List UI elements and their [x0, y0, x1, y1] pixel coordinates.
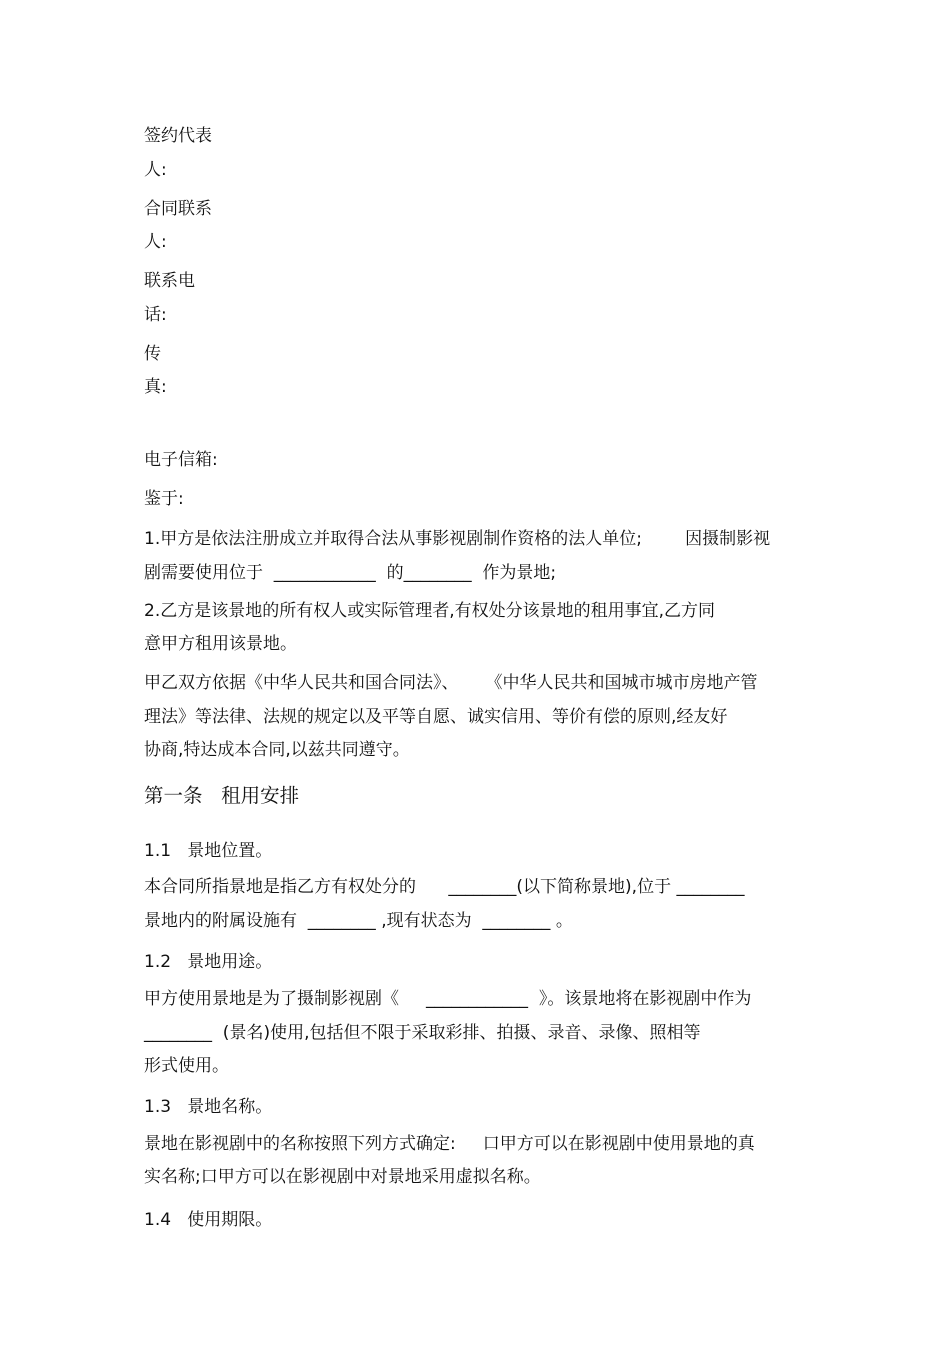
fax-label-line2: 真:: [144, 377, 167, 397]
section-1-2-line2: ________ (景名)使用,包括但不限于采取彩排、拍摄、录音、录像、照相等: [144, 1023, 701, 1043]
recital-1-line1: 1.甲方是依法注册成立并取得合法从事影视剧制作资格的法人单位; 因摄制影视: [144, 529, 771, 549]
recital-2-line2: 意甲方租用该景地。: [144, 634, 297, 654]
email-label: 电子信箱:: [144, 450, 218, 470]
article-1-heading: 第一条 租用安排: [144, 784, 300, 807]
phone-label-line2: 话:: [144, 305, 167, 325]
section-1-1-line2: 景地内的附属设施有 ________ ,现有状态为 ________ 。: [144, 911, 573, 931]
section-1-2-heading: 1.2 景地用途。: [144, 952, 273, 972]
section-1-2-line3: 形式使用。: [144, 1056, 229, 1076]
section-1-2-line1: 甲方使用景地是为了摄制影视剧《 ____________ 》。该景地将在影视剧中作为: [144, 989, 752, 1009]
section-1-4-heading: 1.4 使用期限。: [144, 1210, 273, 1230]
legal-basis-line1: 甲乙双方依据《中华人民共和国合同法》、 《中华人民共和国城市城市房地产管: [144, 673, 758, 693]
contract-contact-label-line1: 合同联系: [144, 199, 212, 219]
signing-rep-label-line1: 签约代表: [144, 126, 212, 146]
section-1-1-heading: 1.1 景地位置。: [144, 841, 273, 861]
recital-2-line1: 2.乙方是该景地的所有权人或实际管理者,有权处分该景地的租用事宜,乙方同: [144, 601, 716, 621]
signing-rep-label-line2: 人:: [144, 160, 167, 180]
section-1-3-line2: 实名称;口甲方可以在影视剧中对景地采用虚拟名称。: [144, 1167, 541, 1187]
contract-contact-label-line2: 人:: [144, 232, 167, 252]
fax-label-line1: 传: [144, 344, 161, 364]
section-1-1-line1: 本合同所指景地是指乙方有权处分的 ________(以下简称景地),位于 ________: [144, 877, 745, 897]
phone-label-line1: 联系电: [144, 271, 195, 291]
section-1-3-heading: 1.3 景地名称。: [144, 1097, 273, 1117]
legal-basis-line2: 理法》等法律、法规的规定以及平等自愿、诚实信用、等价有偿的原则,经友好: [144, 707, 728, 727]
legal-basis-line3: 协商,特达成本合同,以兹共同遵守。: [144, 740, 410, 760]
section-1-3-line1: 景地在影视剧中的名称按照下列方式确定: 口甲方可以在影视剧中使用景地的真: [144, 1134, 755, 1154]
recital-1-line2: 剧需要使用位于 ____________ 的________ 作为景地;: [144, 563, 557, 583]
whereas-label: 鉴于:: [144, 489, 184, 509]
